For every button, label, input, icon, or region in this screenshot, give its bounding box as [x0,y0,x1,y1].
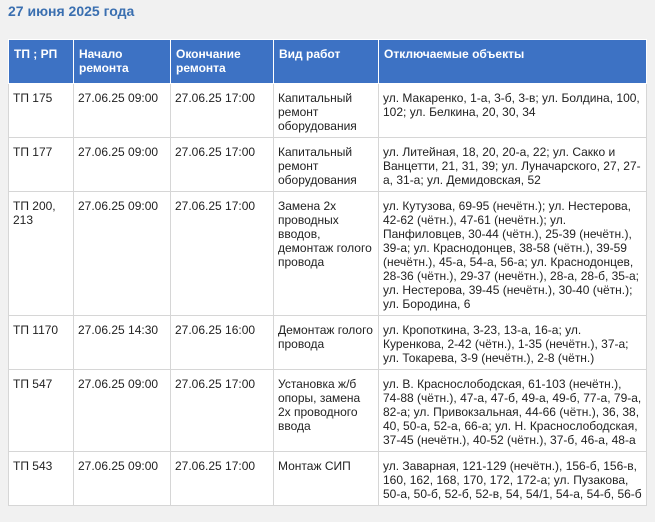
cell-work: Капитальный ремонт оборудования [274,138,379,192]
cell-end: 27.06.25 17:00 [171,138,274,192]
header-work: Вид работ [274,40,379,84]
cell-start: 27.06.25 09:00 [74,452,171,506]
cell-work: Монтаж СИП [274,452,379,506]
cell-objects: ул. Литейная, 18, 20, 20-а, 22; ул. Сакко и Ванцетти, 21, 31, 39; ул. Луначарского, 27, 27-а, 31-а; ул. Демидовская, 52 [379,138,647,192]
cell-start: 27.06.25 14:30 [74,316,171,370]
cell-work: Капитальный ремонт оборудования [274,84,379,138]
table-row [9,452,647,506]
table-header-row [9,40,647,84]
cell-objects: ул. Кутузова, 69-95 (нечётн.); ул. Нестерова, 42-62 (чётн.), 47-61 (нечётн.); ул. Панфиловцев, 30-44 (чётн.), 25-39 (нечётн.), 39-а; ул. Краснодонцев, 38-58 (чётн.), 39-59 (нечётн.), 45-а, 54-а, 56-а; ул. Краснодонцев, 28-36 (чётн.), 29-37 (нечётн.), 28-а, 28-б, 35-а; ул. Нестерова, 39-45 (нечётн.), 30-40 (чётн.); ул. Бородина, 6 [379,192,647,316]
cell-work: Установка ж/б опоры, замена 2х проводного ввода [274,370,379,452]
table-row [9,138,647,192]
table-row [9,192,647,316]
cell-objects: ул. В. Краснослободская, 61-103 (нечётн.), 74-88 (чётн.), 47-а, 47-б, 49-а, 49-б, 77-а, 79-а, 82-а; ул. Привокзальная, 44-66 (чётн.), 36, 38, 40, 50-а, 52-а, 66-а; ул. Н. Краснослободская, 37-45 (нечётн.), 40-52 (чётн.), 37-б, 46-а, 48-а [379,370,647,452]
cell-end: 27.06.25 17:00 [171,370,274,452]
table-row [9,316,647,370]
table-row [9,370,647,452]
cell-tp: ТП 200, 213 [9,192,74,316]
cell-end: 27.06.25 16:00 [171,316,274,370]
cell-start: 27.06.25 09:00 [74,138,171,192]
header-tp: ТП ; РП [9,40,74,84]
cell-objects: ул. Макаренко, 1-а, 3-б, 3-в; ул. Болдина, 100, 102; ул. Белкина, 20, 30, 34 [379,84,647,138]
cell-objects: ул. Кропоткина, 3-23, 13-а, 16-а; ул. Куренкова, 2-42 (чётн.), 1-35 (нечётн.), 37-а; ул. Токарева, 3-9 (нечётн.), 2-8 (чётн.) [379,316,647,370]
cell-tp: ТП 1170 [9,316,74,370]
header-start: Начало ремонта [74,40,171,84]
cell-end: 27.06.25 17:00 [171,84,274,138]
header-end: Окончание ремонта [171,40,274,84]
cell-start: 27.06.25 09:00 [74,192,171,316]
cell-tp: ТП 175 [9,84,74,138]
cell-work: Демонтаж голого провода [274,316,379,370]
cell-start: 27.06.25 09:00 [74,84,171,138]
page-title: 27 июня 2025 года [8,3,135,19]
cell-tp: ТП 543 [9,452,74,506]
cell-start: 27.06.25 09:00 [74,370,171,452]
cell-objects: ул. Заварная, 121-129 (нечётн.), 156-б, 156-в, 160, 162, 168, 170, 172, 172-а; ул. Пузакова, 50-а, 50-б, 52-б, 52-в, 54, 54/1, 54-а, 54-б, 56-б [379,452,647,506]
header-objects: Отключаемые объекты [379,40,647,84]
cell-end: 27.06.25 17:00 [171,452,274,506]
cell-work: Замена 2х проводных вводов, демонтаж голого провода [274,192,379,316]
cell-end: 27.06.25 17:00 [171,192,274,316]
outage-table [8,39,647,506]
cell-tp: ТП 547 [9,370,74,452]
cell-tp: ТП 177 [9,138,74,192]
table-row [9,84,647,138]
